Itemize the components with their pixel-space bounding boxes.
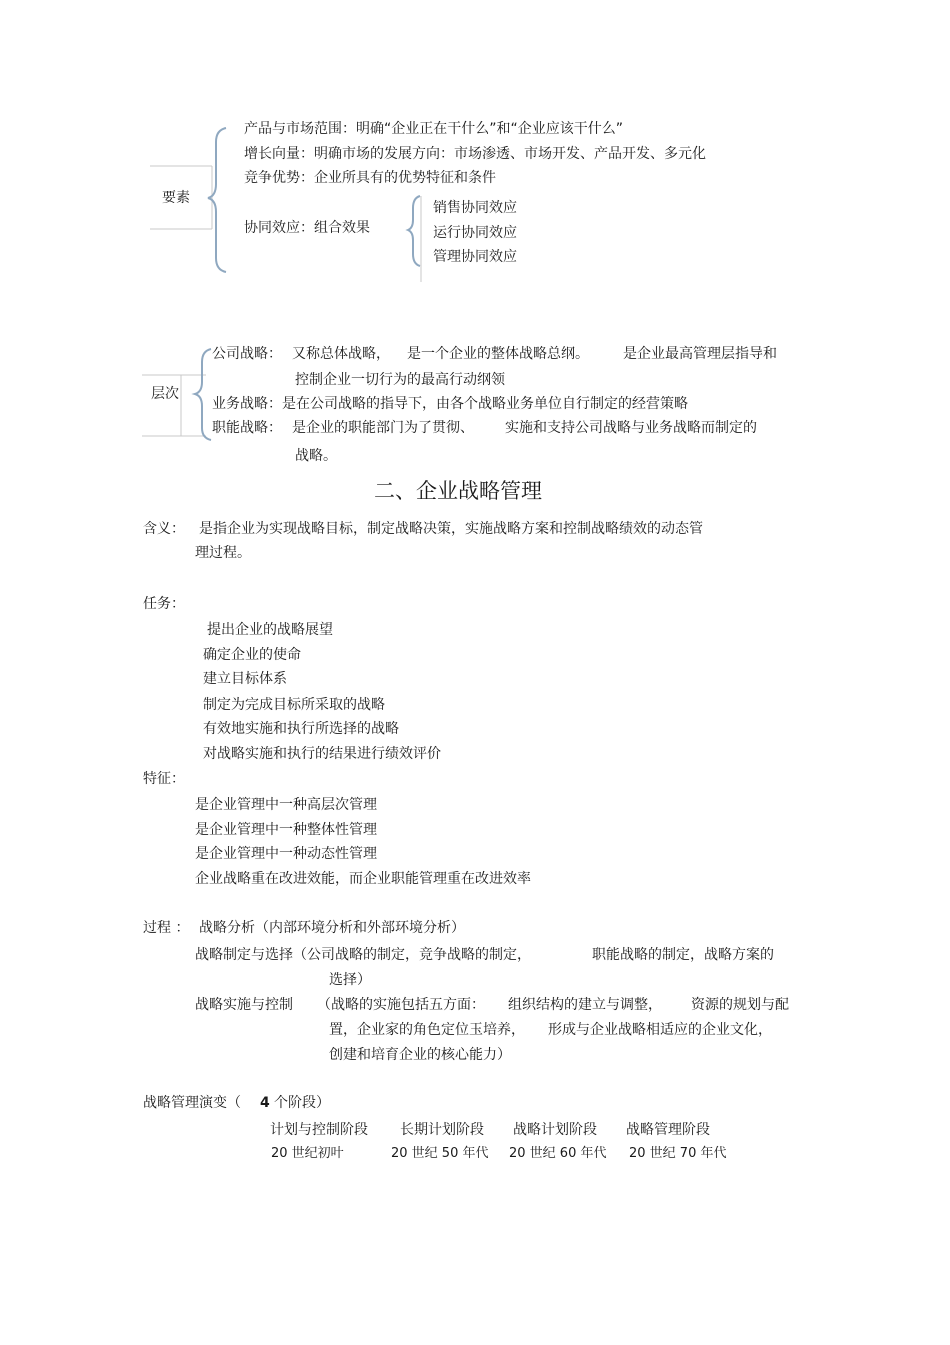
synergy-sales: 销售协同效应 [433,200,517,216]
synergy-operations: 运行协同效应 [433,225,517,241]
task-item: 确定企业的使命 [203,647,301,663]
process-step3g: 创建和培育企业的核心能力） [329,1047,511,1063]
section-title: 二、企业战略管理 [374,479,542,503]
process-step2c: 选择） [329,972,371,988]
evolution-stage: 战略计划阶段 [513,1122,597,1138]
process-label: 过程 ： [143,920,190,936]
process-step3c: 组织结构的建立与调整， [508,997,662,1013]
feature-item: 是企业管理中一种高层次管理 [195,797,377,813]
elements-item-growth-vector: 增长向量：明确市场的发展方向：市场渗透、市场开发、产品开发、多元化 [244,146,706,162]
task-item: 提出企业的战略展望 [207,622,333,638]
synergy-management: 管理协同效应 [433,249,517,265]
task-item: 建立目标体系 [203,671,287,687]
synergy-brace-icon [408,196,420,266]
evolution-period: 20 世纪 70 年代 [629,1146,727,1161]
tasks-label: 任务： [143,596,185,612]
process-step3a: 战略实施与控制 [195,997,293,1013]
levels-brace-icon [195,349,211,440]
meaning-label: 含义： [143,521,185,537]
process-step3b: （战略的实施包括五方面： [317,997,485,1013]
evolution-label-pre: 战略管理演变（ [143,1095,241,1111]
process-step2b: 职能战略的制定，战略方案的 [592,947,774,963]
task-item: 制定为完成目标所采取的战略 [203,697,385,713]
elements-item-product-market: 产品与市场范围：明确“企业正在干什么”和“企业应该干什么” [244,121,624,137]
elements-item-synergy: 协同效应：组合效果 [244,220,370,236]
process-step3d: 资源的规划与配 [691,997,789,1013]
functional-strategy-desc2: 实施和支持公司战略与业务战略而制定的 [505,420,757,436]
evolution-label-post: 个阶段） [274,1095,330,1111]
elements-label: 要素 [162,190,190,206]
evolution-period: 20 世纪初叶 [271,1146,344,1161]
corporate-strategy-desc1: 是一个企业的整体战略总纲。 [407,346,589,362]
feature-item: 是企业管理中一种整体性管理 [195,822,377,838]
levels-label: 层次 [151,386,179,402]
corporate-strategy-alias: 又称总体战略， [292,346,390,362]
process-step2a: 战略制定与选择（公司战略的制定，竞争战略的制定， [195,947,531,963]
task-item: 对战略实施和执行的结果进行绩效评价 [203,746,441,762]
functional-strategy-desc3: 战略。 [295,448,337,464]
evolution-period: 20 世纪 60 年代 [509,1146,607,1161]
feature-item: 是企业管理中一种动态性管理 [195,846,377,862]
business-strategy: 业务战略：是在公司战略的指导下，由各个战略业务单位自行制定的经营策略 [212,396,688,412]
task-item: 有效地实施和执行所选择的战略 [203,721,399,737]
functional-strategy-name: 职能战略： [212,420,282,436]
feature-item: 企业战略重在改进效能，而企业职能管理重在改进效率 [195,871,531,887]
evolution-stage: 计划与控制阶段 [270,1122,368,1138]
evolution-stage: 长期计划阶段 [400,1122,484,1138]
features-label: 特征： [143,771,185,787]
process-step3f: 形成与企业战略相适应的企业文化， [548,1022,772,1038]
corporate-strategy-desc2: 是企业最高管理层指导和 [623,346,777,362]
elements-item-competitive-advantage: 竞争优势：企业所具有的优势特征和条件 [244,170,496,186]
evolution-stage: 战略管理阶段 [626,1122,710,1138]
evolution-count: 4 [260,1095,270,1111]
corporate-strategy-name: 公司战略： [212,346,282,362]
corporate-strategy-desc3: 控制企业一切行为的最高行动纲领 [295,372,505,388]
meaning-line2: 理过程。 [195,545,251,561]
functional-strategy-desc1: 是企业的职能部门为了贯彻、 [292,420,474,436]
process-step1: 战略分析（内部环境分析和外部环境分析） [199,920,465,936]
process-step3e: 置，企业家的角色定位玉培养， [329,1022,525,1038]
evolution-period: 20 世纪 50 年代 [391,1146,489,1161]
meaning-line1: 是指企业为实现战略目标，制定战略决策，实施战略方案和控制战略绩效的动态管 [199,521,703,537]
elements-brace-icon [208,128,226,272]
